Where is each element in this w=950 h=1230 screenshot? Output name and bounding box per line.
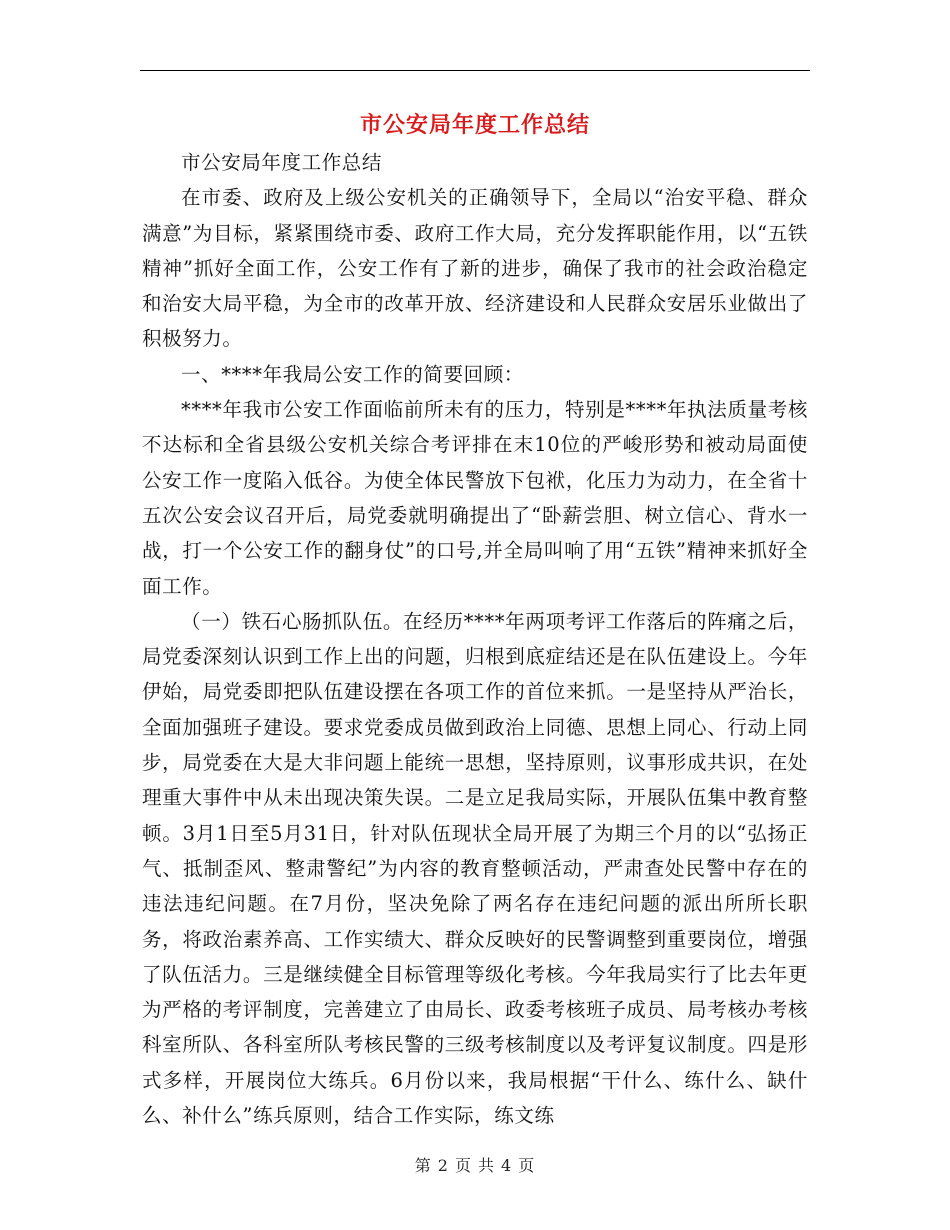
footer-total-pages: 4 bbox=[501, 1156, 513, 1175]
footer-suffix: 页 bbox=[518, 1156, 536, 1175]
paragraph-intro: 在市委、政府及上级公安机关的正确领导下，全局以“治安平稳、群众满意”为目标，紧紧围绕市委、政府工作大局，充分发挥职能作用，以“五铁精神”抓好全面工作，公安工作有了新的进步，确保了我市的社会政治稳定和治安大局平稳，为全市的改革开放、经济建设和人民群众安居乐业做出了积极努力。 bbox=[142, 186, 808, 351]
header-rule bbox=[140, 70, 810, 71]
page-footer bbox=[0, 1153, 950, 1176]
paragraph-review: ****年我市公安工作面临前所未有的压力，特别是****年执法质量考核不达标和全省县级公安机关综合考评排在末10位的严峻形势和被动局面使公安工作一度陷入低谷。为使全体民警放下包袱，化压力为动力，在全省十五次公安会议召开后，局党委就明确提出了“卧薪尝胆、树立信心、背水一战，打一个公安工作的翻身仗”的口号,并全局叫响了用“五铁”精神来抓好全面工作。 bbox=[142, 398, 808, 598]
document-body bbox=[142, 145, 808, 1133]
document-title: 市公安局年度工作总结 bbox=[359, 112, 590, 138]
footer-middle: 页 共 bbox=[454, 1156, 496, 1175]
paragraph-subtitle: 市公安局年度工作总结 bbox=[181, 151, 383, 174]
paragraph-team-building: （一）铁石心肠抓队伍。在经历****年两项考评工作落后的阵痛之后，局党委深刻认识到工作上出的问题，归根到底症结还是在队伍建设上。今年伊始，局党委即把队伍建设摆在各项工作的首位来抓。一是坚持从严治长，全面加强班子建设。要求党委成员做到政治上同德、思想上同心、行动上同步，局党委在大是大非问题上能统一思想，坚持原则，议事形成共识，在处理重大事件中从未出现决策失误。二是立足我局实际，开展队伍集中教育整顿。3月1日至5月31日，针对队伍现状全局开展了为期三个月的以“弘扬正气、抵制歪风、整肃警纪”为内容的教育整顿活动，严肃查处民警中存在的违法违纪问题。在7月份，坚决免除了两名存在违纪问题的派出所所长职务，将政治素养高、工作实绩大、群众反映好的民警调整到重要岗位，增强了队伍活力。三是继续健全目标管理等级化考核。今年我局实行了比去年更为严格的考评制度，完善建立了由局长、政委考核班子成员、局考核办考核科室所队、各科室所队考核民警的三级考核制度以及考评复议制度。四是形式多样，开展岗位大练兵。6月份以来，我局根据“干什么、练什么、缺什么、补什么”练兵原则，结合工作实际，练文练 bbox=[142, 609, 808, 1128]
footer-prefix: 第 bbox=[414, 1156, 432, 1175]
footer-page-number: 2 bbox=[437, 1156, 449, 1175]
paragraph-section-heading: 一、****年我局公安工作的简要回顾： bbox=[181, 362, 524, 386]
